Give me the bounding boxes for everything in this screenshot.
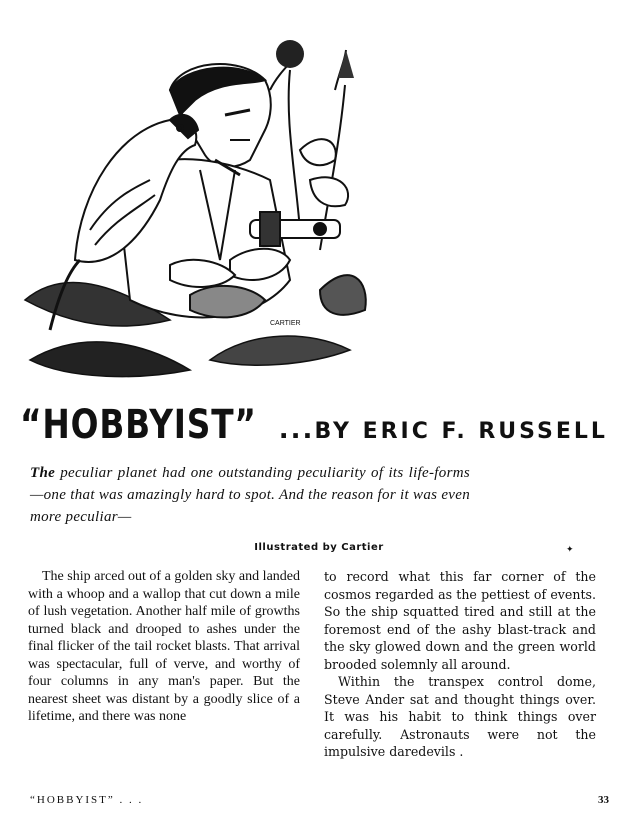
running-title: “HOBBYIST” . . . (30, 794, 144, 806)
flower-icon (338, 50, 354, 78)
title-byline: BY ERIC F. RUSSELL (314, 419, 608, 444)
flower-bud-icon (276, 40, 304, 68)
body-paragraph: The ship arced out of a golden sky and landed with a whoop and a wallop that cut down a mile of lush vegetation. Another half mile of growths turned black and drooped to ashes under the final flicker of the tail rocket blasts. That arrival was spectacular, full of verve, and worthy of four columns in any man's paper. But the nearest sheet was distant by a goodly slice of a lifetime, and there was none (28, 569, 300, 724)
blurb-lead: The (30, 465, 56, 481)
blurb-text: peculiar planet had one outstanding peculiarity of its life-forms—one that was amazingly hard to spot. And the reason for it was even more peculiar— (30, 465, 470, 525)
story-title (20, 398, 618, 460)
body-column-left (28, 568, 300, 726)
astronaut-parrot-illustration (20, 30, 390, 390)
story-blurb (30, 462, 470, 528)
parrot-eye-icon (177, 125, 183, 131)
body-paragraph: Within the transpex control dome, Steve Ander sat and thought things over. It was his habit to think things over carefully. Astronauts were not the impulsive daredevils . (324, 674, 596, 759)
artist-signature: CARTIER (270, 320, 301, 327)
illustration (20, 30, 390, 390)
body-column-right (324, 568, 596, 761)
title-main: “HOBBYIST” (20, 402, 257, 448)
page-number: 33 (598, 794, 609, 806)
body-paragraph-continued: to record what this far corner of the cosmos regarded as the pettiest of events. So the ship squatted tired and still at the foremost end of the ashy blast-track and the sky glowed down and the green world brooded solemnly all around. (324, 569, 596, 672)
title-separator: ... (278, 415, 315, 445)
illustrator-credit: Illustrated by Cartier (254, 542, 384, 553)
decorative-mark-icon: ✦ (566, 544, 574, 554)
